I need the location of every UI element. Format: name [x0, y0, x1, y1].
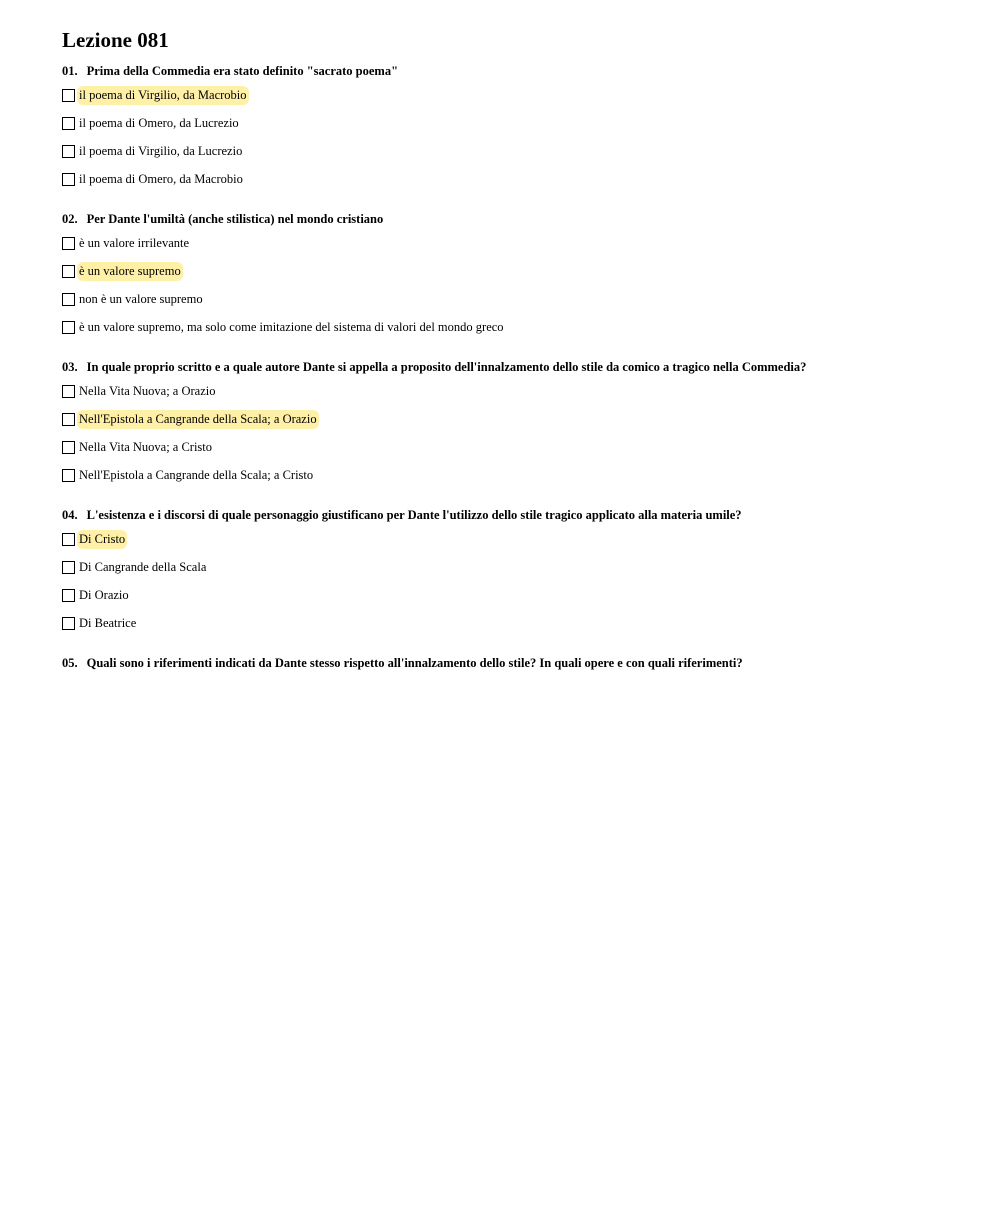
answer-option[interactable]	[62, 461, 962, 489]
answer-option[interactable]	[62, 609, 962, 637]
answer-option[interactable]	[62, 313, 962, 341]
answer-option[interactable]	[62, 137, 962, 165]
answer-checkbox[interactable]	[62, 117, 75, 130]
question-label: Prima della Commedia era stato definito "sacrato poema"	[86, 64, 399, 78]
answer-checkbox[interactable]	[62, 265, 75, 278]
answer-option[interactable]	[62, 405, 962, 433]
question-label: Per Dante l'umiltà (anche stilistica) nel mondo cristiano	[86, 212, 384, 226]
question-number: 03.	[62, 360, 78, 374]
answer-option[interactable]	[62, 377, 962, 405]
question-03	[62, 357, 962, 489]
answer-label: Di Beatrice	[79, 615, 137, 630]
answer-label: non è un valore supremo	[79, 291, 203, 306]
answer-label: il poema di Virgilio, da Lucrezio	[79, 143, 243, 158]
answer-option[interactable]	[62, 257, 962, 285]
question-text	[62, 505, 962, 525]
question-text	[62, 61, 962, 81]
quiz-page	[62, 27, 962, 673]
question-01	[62, 61, 962, 193]
answer-checkbox[interactable]	[62, 89, 75, 102]
answer-label: il poema di Omero, da Macrobio	[79, 171, 243, 186]
answer-label: Nell'Epistola a Cangrande della Scala; a Cristo	[79, 467, 314, 482]
question-label: L'esistenza e i discorsi di quale personaggio giustificano per Dante l'utilizzo dello stile tragico applicato alla materia umile?	[86, 508, 742, 522]
question-text	[62, 209, 962, 229]
answer-checkbox[interactable]	[62, 293, 75, 306]
answer-option[interactable]	[62, 433, 962, 461]
answer-checkbox[interactable]	[62, 145, 75, 158]
answer-checkbox[interactable]	[62, 321, 75, 334]
question-text	[62, 653, 962, 673]
question-number: 01.	[62, 64, 78, 78]
answer-label: è un valore irrilevante	[79, 235, 190, 250]
question-02	[62, 209, 962, 341]
question-text	[62, 357, 962, 377]
answer-label: Di Cangrande della Scala	[79, 559, 207, 574]
answer-label: Di Cristo	[77, 530, 127, 549]
answer-label: il poema di Virgilio, da Macrobio	[77, 86, 249, 105]
page-title: Lezione 081	[62, 28, 169, 52]
answer-label: il poema di Omero, da Lucrezio	[79, 115, 239, 130]
answer-checkbox[interactable]	[62, 413, 75, 426]
answer-checkbox[interactable]	[62, 533, 75, 546]
answer-label: Nella Vita Nuova; a Cristo	[79, 439, 213, 454]
answer-checkbox[interactable]	[62, 173, 75, 186]
answer-label: Nell'Epistola a Cangrande della Scala; a Orazio	[77, 410, 319, 429]
answer-checkbox[interactable]	[62, 561, 75, 574]
answer-option[interactable]	[62, 553, 962, 581]
answer-label: è un valore supremo	[77, 262, 183, 281]
answer-checkbox[interactable]	[62, 469, 75, 482]
question-label: In quale proprio scritto e a quale autore Dante si appella a proposito dell'innalzamento dello stile da comico a tragico nella Commedia?	[86, 360, 807, 374]
answer-checkbox[interactable]	[62, 589, 75, 602]
answer-checkbox[interactable]	[62, 617, 75, 630]
question-number: 04.	[62, 508, 78, 522]
question-number: 02.	[62, 212, 78, 226]
answer-label: è un valore supremo, ma solo come imitazione del sistema di valori del mondo greco	[79, 319, 504, 334]
answer-option[interactable]	[62, 525, 962, 553]
answer-option[interactable]	[62, 581, 962, 609]
answer-checkbox[interactable]	[62, 237, 75, 250]
answer-label: Nella Vita Nuova; a Orazio	[79, 383, 216, 398]
answer-option[interactable]	[62, 285, 962, 313]
question-number: 05.	[62, 656, 78, 670]
answer-label: Di Orazio	[79, 587, 129, 602]
answer-option[interactable]	[62, 81, 962, 109]
answer-option[interactable]	[62, 229, 962, 257]
question-04	[62, 505, 962, 637]
question-label: Quali sono i riferimenti indicati da Dante stesso rispetto all'innalzamento dello stile? In quali opere e con quali riferimenti?	[86, 656, 743, 670]
question-05	[62, 653, 962, 673]
answer-option[interactable]	[62, 165, 962, 193]
answer-checkbox[interactable]	[62, 385, 75, 398]
answer-option[interactable]	[62, 109, 962, 137]
answer-checkbox[interactable]	[62, 441, 75, 454]
